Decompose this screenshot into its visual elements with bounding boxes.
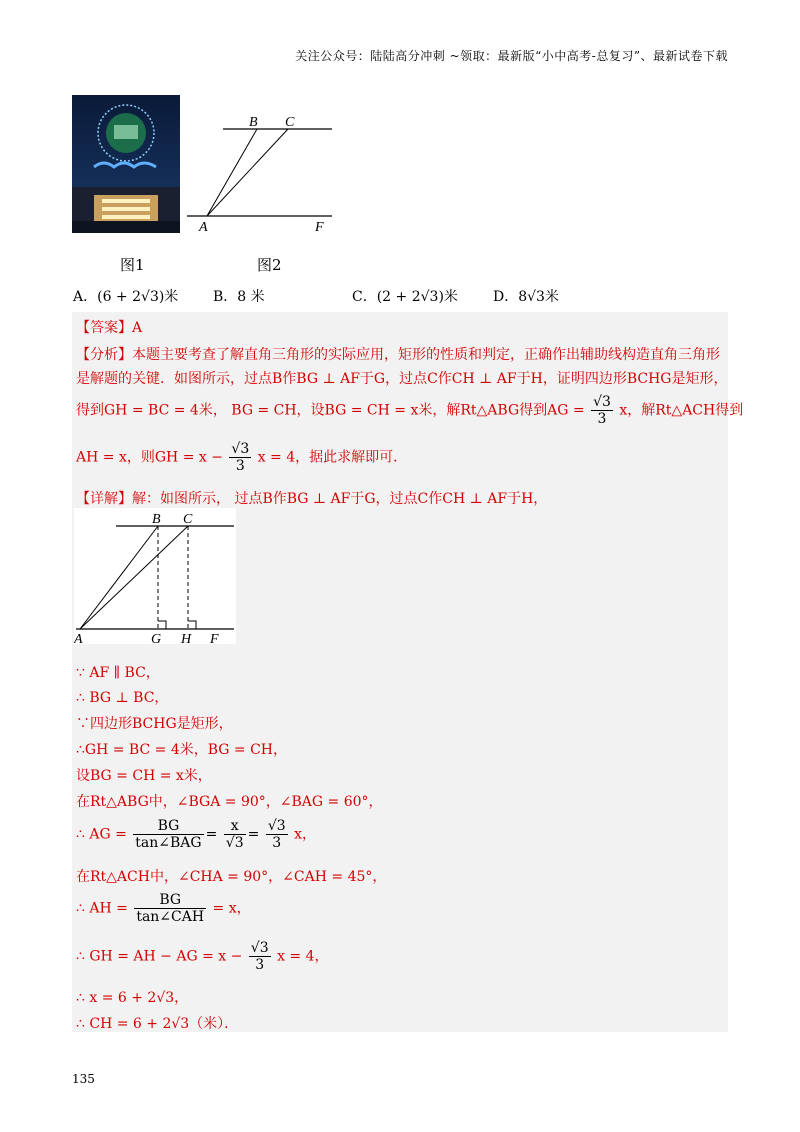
step-2: ∴ BG ⊥ BC， xyxy=(76,690,169,706)
fig2-label-a: A xyxy=(199,220,208,235)
answer-line: 【答案】A xyxy=(76,320,143,336)
fig2-label-f: F xyxy=(315,220,324,235)
page-header: 关注公众号：陆陆高分冲刺 ~领取：最新版“小中高考-总复习”、最新试卷下载 xyxy=(295,49,728,63)
step-7: ∴ AG = $\frac{BG}{\text{tan∠BAG}}$ = $\frac{x}{√3}$ = $\frac{√3}{3}$ x， xyxy=(76,818,316,851)
option-d: D．8√3米 xyxy=(493,289,559,305)
step-6: 在Rt△ABG中，∠BGA = 90°，∠BAG = 60°， xyxy=(76,794,383,810)
analysis-line-1: 【分析】本题主要考查了解直角三角形的实际应用，矩形的性质和判定，正确作出辅助线构造直角三角形 xyxy=(76,347,720,363)
fig2-label-c: C xyxy=(285,115,295,130)
detail-intro: 【详解】解：如图所示， 过点B作BG ⊥ AF于G，过点C作CH ⊥ AF于H， xyxy=(76,491,548,507)
step-7-fraction-3: $\frac{√3}{3}$ xyxy=(267,818,286,851)
analysis-fraction-1: $\frac{√3}{3}$ xyxy=(593,394,611,427)
figure3-diagram xyxy=(74,508,236,644)
step-1: ∵ AF ∥ BC， xyxy=(76,665,160,681)
analysis-line-3: 得到GH = BC = 4米， BG = CH，设BG = CH = x米，解Rt△ABG得到AG = $\frac{√3}{3}$ x，解Rt△ACH得到 xyxy=(76,394,744,427)
page-number: 135 xyxy=(72,1072,95,1086)
step-12: ∴ CH = 6 + 2√3（米）． xyxy=(76,1016,239,1032)
fig3-label-h: H xyxy=(181,632,192,644)
step-7-fraction-2: $\frac{x}{√3}$ xyxy=(225,818,244,851)
step-9-fraction: $\frac{BG}{\text{tan∠CAH}}$ xyxy=(136,892,205,925)
step-3: ∵四边形BCHG是矩形， xyxy=(76,716,233,732)
step-11: ∴ x = 6 + 2√3， xyxy=(76,990,189,1006)
fig3-label-g: G xyxy=(151,632,162,644)
figure1-caption: 图1 xyxy=(120,256,145,274)
option-c: C．(2 + 2√3)米 xyxy=(352,289,458,305)
option-b: B．8 米 xyxy=(213,289,265,305)
fig3-label-a: A xyxy=(74,632,83,644)
step-5: 设BG = CH = x米， xyxy=(76,768,212,784)
option-a: A．(6 + 2√3)米 xyxy=(73,289,179,305)
fig3-label-b: B xyxy=(152,512,161,527)
step-8: 在Rt△ACH中，∠CHA = 90°，∠CAH = 45°， xyxy=(76,869,387,885)
analysis-fraction-2: $\frac{√3}{3}$ xyxy=(231,441,250,474)
figure2-diagram xyxy=(185,112,340,237)
step-9: ∴ AH = $\frac{BG}{\text{tan∠CAH}}$ = x， xyxy=(76,892,251,925)
step-7-fraction-1: $\frac{BG}{\text{tan∠BAG}}$ xyxy=(135,818,202,851)
fig3-label-c: C xyxy=(183,512,193,527)
figure2-caption: 图2 xyxy=(257,256,282,274)
step-10-fraction: $\frac{√3}{3}$ xyxy=(250,940,269,973)
step-10: ∴ GH = AH − AG = x − $\frac{√3}{3}$ x = 4， xyxy=(76,940,329,973)
analysis-line-2: 是解题的关键．如图所示，过点B作BG ⊥ AF于G，过点C作CH ⊥ AF于H，证明四边形BCHG是矩形， xyxy=(76,371,728,387)
analysis-line-4: AH = x，则GH = x − $\frac{√3}{3}$ x = 4，据此求解即可． xyxy=(76,441,408,474)
fig2-label-b: B xyxy=(249,115,258,130)
step-4: ∴GH = BC = 4米，BG = CH， xyxy=(76,742,288,758)
fig3-label-f: F xyxy=(210,632,219,644)
figure1-photo xyxy=(72,95,180,233)
